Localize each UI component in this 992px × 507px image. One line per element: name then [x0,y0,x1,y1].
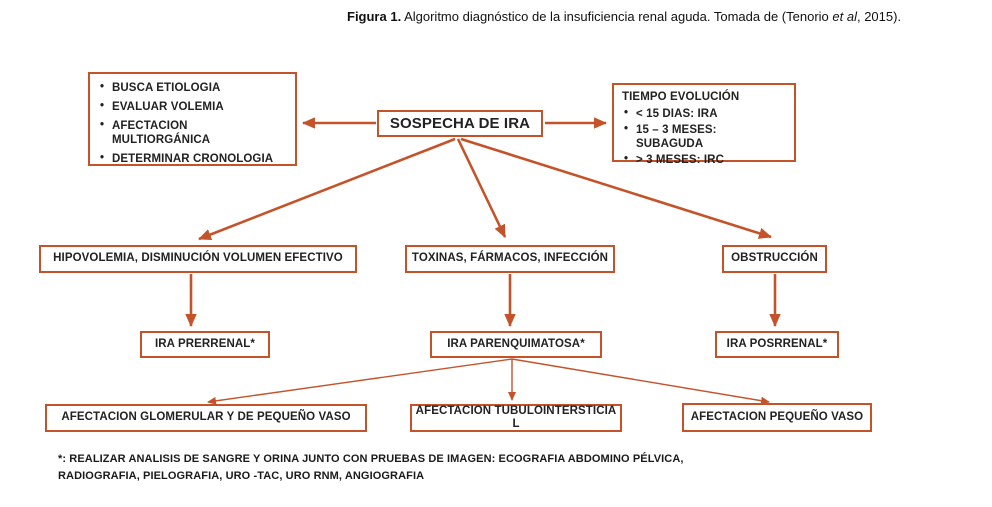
tiempo-list [622,108,784,167]
node-hipovolemia: HIPOVOLEMIA, DISMINUCIÓN VOLUMEN EFECTIVO [39,245,357,273]
tiempo-title: TIEMPO EVOLUCIÓN [622,91,740,103]
node-ira-parenquimatosa: IRA PARENQUIMATOSA* [430,331,602,358]
node-sospecha-de-ira: SOSPECHA DE IRA [377,110,543,137]
etiologia-item: • BUSCA ETIOLOGIA [98,82,285,95]
node-tiempo-evolucion [612,83,796,166]
figure-footnote [58,451,684,485]
arrow-parenquimatosa-to-pequeno-vaso [512,359,769,402]
node-ira-prerrenal: IRA PRERRENAL* [140,331,270,358]
etiologia-item: • DETERMINAR CRONOLOGIA [98,153,285,166]
node-obstruccion: OBSTRUCCIÓN [722,245,827,273]
arrow-parenquimatosa-to-glomerular [208,359,512,402]
node-afectacion-glomerular: AFECTACION GLOMERULAR Y DE PEQUEÑO VASO [45,404,367,432]
tiempo-item: • > 3 MESES: IRC [622,154,784,167]
tiempo-item: • 15 – 3 MESES: SUBAGUDA [622,124,784,150]
etiologia-item: • AFECTACION MULTIORGÁNICA [98,120,285,146]
figure-caption [347,9,901,24]
etiologia-item: • EVALUAR VOLEMIA [98,101,285,114]
etiologia-list [98,82,285,166]
node-busca-etiologia [88,72,297,166]
tiempo-item: • < 15 DIAS: IRA [622,108,784,121]
figure-caption-suffix: , 2015). [856,9,902,24]
node-afectacion-tubulointersticial: AFECTACION TUBULOINTERSTICIA L [410,404,622,432]
figure-caption-text: Algoritmo diagnóstico de la insuficiencia renal aguda. Tomada de (Tenorio [401,9,833,24]
node-ira-posrrenal: IRA POSRRENAL* [715,331,839,358]
arrow-sospecha-to-toxinas [458,139,505,237]
footnote-line-2: RADIOGRAFIA, PIELOGRAFIA, URO -TAC, URO RNM, ANGIOGRAFIA [58,470,425,482]
node-toxinas: TOXINAS, FÁRMACOS, INFECCIÓN [405,245,615,273]
node-afectacion-pequeno-vaso: AFECTACION PEQUEÑO VASO [682,403,872,432]
figure-caption-label: Figura 1. [347,9,402,24]
footnote-line-1: *: REALIZAR ANALISIS DE SANGRE Y ORINA JUNTO CON PRUEBAS DE IMAGEN: ECOGRAFIA ABDOMINO PÉLVICA, [58,453,684,465]
figure-caption-etal: et al [832,9,857,24]
